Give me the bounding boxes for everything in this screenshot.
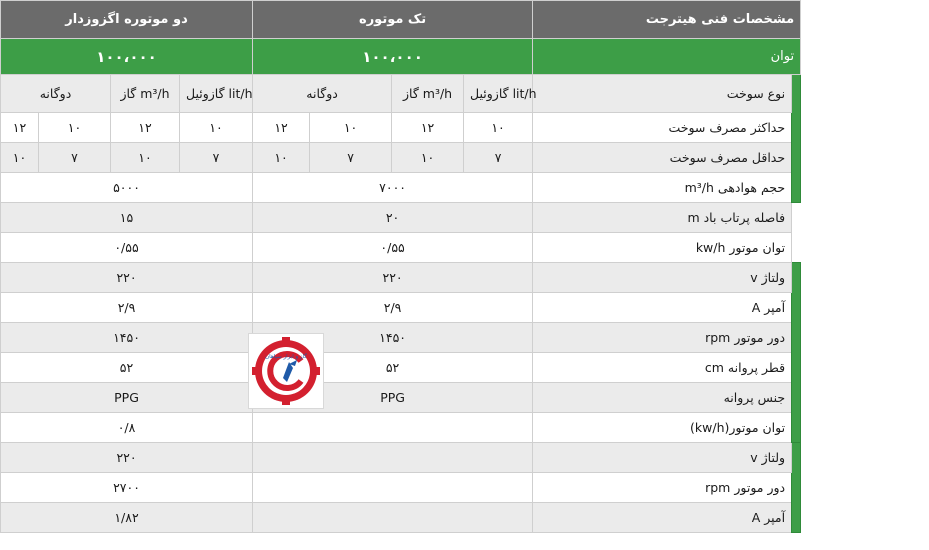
exhaust-motor-power-single xyxy=(253,413,533,443)
section-exhaust-motor-label-2: موتور مکنده xyxy=(827,451,842,524)
section-blower-motor-label: مشخصات موتور دمنده xyxy=(853,284,869,421)
max-fuel-double-gas: ۱۲ xyxy=(111,113,180,143)
exhaust-voltage-label: ولتاژ v xyxy=(533,443,792,473)
rpm-row xyxy=(1,323,801,353)
rpm-double: ۱۴۵۰ xyxy=(1,323,253,353)
exhaust-voltage-double: ۲۲۰ xyxy=(1,443,253,473)
header-row xyxy=(1,1,801,39)
air-volume-row xyxy=(1,173,801,203)
voltage-row xyxy=(1,263,801,293)
voltage-single: ۲۲۰ xyxy=(253,263,533,293)
ampere-double: ۲/۹ xyxy=(1,293,253,323)
impeller-material-double: PPG xyxy=(1,383,253,413)
throw-distance-row xyxy=(1,203,801,233)
power-label: توان xyxy=(533,39,801,75)
impeller-material-single: PPG xyxy=(253,383,533,413)
fuel-type-label: نوع سوخت xyxy=(533,75,792,113)
exhaust-motor-power-label: توان موتور(kw/h) xyxy=(533,413,792,443)
rpm-label: دور موتور rpm xyxy=(533,323,792,353)
logo-text: گاز و ابزار سپاهان xyxy=(265,354,307,360)
min-fuel-single-gas: ۱۰ xyxy=(392,143,464,173)
power-double: ۱۰۰،۰۰۰ xyxy=(1,39,253,75)
exhaust-rpm-double: ۲۷۰۰ xyxy=(1,473,253,503)
air-volume-single: ۷۰۰۰ xyxy=(253,173,533,203)
impeller-diameter-double: ۵۲ xyxy=(1,353,253,383)
exhaust-ampere-label: آمپر A xyxy=(533,503,792,533)
min-fuel-double-dual-gas: ۱۰ xyxy=(1,143,39,173)
impeller-material-label: جنس پروانه xyxy=(533,383,792,413)
max-fuel-double-dual-gas: ۱۲ xyxy=(1,113,39,143)
impeller-diameter-single: ۵۲ xyxy=(253,353,533,383)
fuel-gas-double: گاز m³/h xyxy=(111,75,180,113)
min-fuel-label: حداقل مصرف سوخت xyxy=(533,143,792,173)
ampere-single: ۲/۹ xyxy=(253,293,533,323)
rpm-single: ۱۴۵۰ xyxy=(253,323,533,353)
power-single: ۱۰۰،۰۰۰ xyxy=(253,39,533,75)
logo-icon xyxy=(249,334,323,408)
throw-distance-double: ۱۵ xyxy=(1,203,253,233)
min-fuel-single-dual-gasoil: ۷ xyxy=(310,143,392,173)
double-motor-header: دو موتوره اگزوزدار xyxy=(1,1,253,39)
throw-distance-label: فاصله پرتاب باد m xyxy=(533,203,792,233)
min-fuel-single-gasoil: ۷ xyxy=(464,143,533,173)
exhaust-rpm-single xyxy=(253,473,533,503)
exhaust-ampere-double: ۱/۸۲ xyxy=(1,503,253,533)
max-fuel-single-gasoil: ۱۰ xyxy=(464,113,533,143)
max-fuel-double-dual-gasoil: ۱۰ xyxy=(39,113,111,143)
max-fuel-row xyxy=(1,113,801,143)
power-row xyxy=(1,39,801,75)
min-fuel-double-gasoil: ۷ xyxy=(180,143,253,173)
exhaust-voltage-row xyxy=(1,443,801,473)
ampere-row xyxy=(1,293,801,323)
fuel-dual-single: دوگانه xyxy=(253,75,392,113)
fuel-type-row xyxy=(1,75,801,113)
max-fuel-double-gasoil: ۱۰ xyxy=(180,113,253,143)
min-fuel-double-gas: ۱۰ xyxy=(111,143,180,173)
motor-power-row xyxy=(1,233,801,263)
impeller-material-row xyxy=(1,383,801,413)
single-motor-header: تک موتوره xyxy=(253,1,533,39)
impeller-diameter-label: قطر پروانه cm xyxy=(533,353,792,383)
fuel-gasoil-single: گازوئیل lit/h xyxy=(464,75,533,113)
exhaust-rpm-row xyxy=(1,473,801,503)
motor-power-double: ۰/۵۵ xyxy=(1,233,253,263)
min-fuel-single-dual-gas: ۱۰ xyxy=(253,143,310,173)
motor-power-single: ۰/۵۵ xyxy=(253,233,533,263)
exhaust-motor-power-double: ۰/۸ xyxy=(1,413,253,443)
exhaust-motor-power-row xyxy=(1,413,801,443)
section-exhaust-motor-label-1: مشخصات xyxy=(812,459,827,516)
voltage-label: ولتاژ v xyxy=(533,263,792,293)
min-fuel-row xyxy=(1,143,801,173)
company-logo xyxy=(248,333,324,409)
spec-header: مشخصات فنی هیترجت xyxy=(533,1,801,39)
throw-distance-single: ۲۰ xyxy=(253,203,533,233)
exhaust-voltage-single xyxy=(253,443,533,473)
section-performance xyxy=(792,75,822,203)
section-blower-motor xyxy=(792,263,869,443)
fuel-gasoil-double: گازوئیل lit/h xyxy=(180,75,253,113)
section-exhaust-motor xyxy=(792,443,842,533)
motor-power-label: توان موتور kw/h xyxy=(533,233,792,263)
impeller-diameter-row xyxy=(1,353,801,383)
max-fuel-single-dual-gas: ۱۲ xyxy=(253,113,310,143)
exhaust-ampere-single xyxy=(253,503,533,533)
air-volume-double: ۵۰۰۰ xyxy=(1,173,253,203)
fuel-dual-double: دوگانه xyxy=(1,75,111,113)
exhaust-rpm-label: دور موتور rpm xyxy=(533,473,792,503)
fuel-gas-single: گاز m³/h xyxy=(392,75,464,113)
air-volume-label: حجم هوادهی m³/h xyxy=(533,173,792,203)
exhaust-ampere-row xyxy=(1,503,801,533)
voltage-double: ۲۲۰ xyxy=(1,263,253,293)
max-fuel-label: حداکثر مصرف سوخت xyxy=(533,113,792,143)
section-performance-label: عملکرد xyxy=(806,116,822,161)
max-fuel-single-gas: ۱۲ xyxy=(392,113,464,143)
max-fuel-single-dual-gasoil: ۱۰ xyxy=(310,113,392,143)
min-fuel-double-dual-gasoil: ۷ xyxy=(39,143,111,173)
ampere-label: آمپر A xyxy=(533,293,792,323)
